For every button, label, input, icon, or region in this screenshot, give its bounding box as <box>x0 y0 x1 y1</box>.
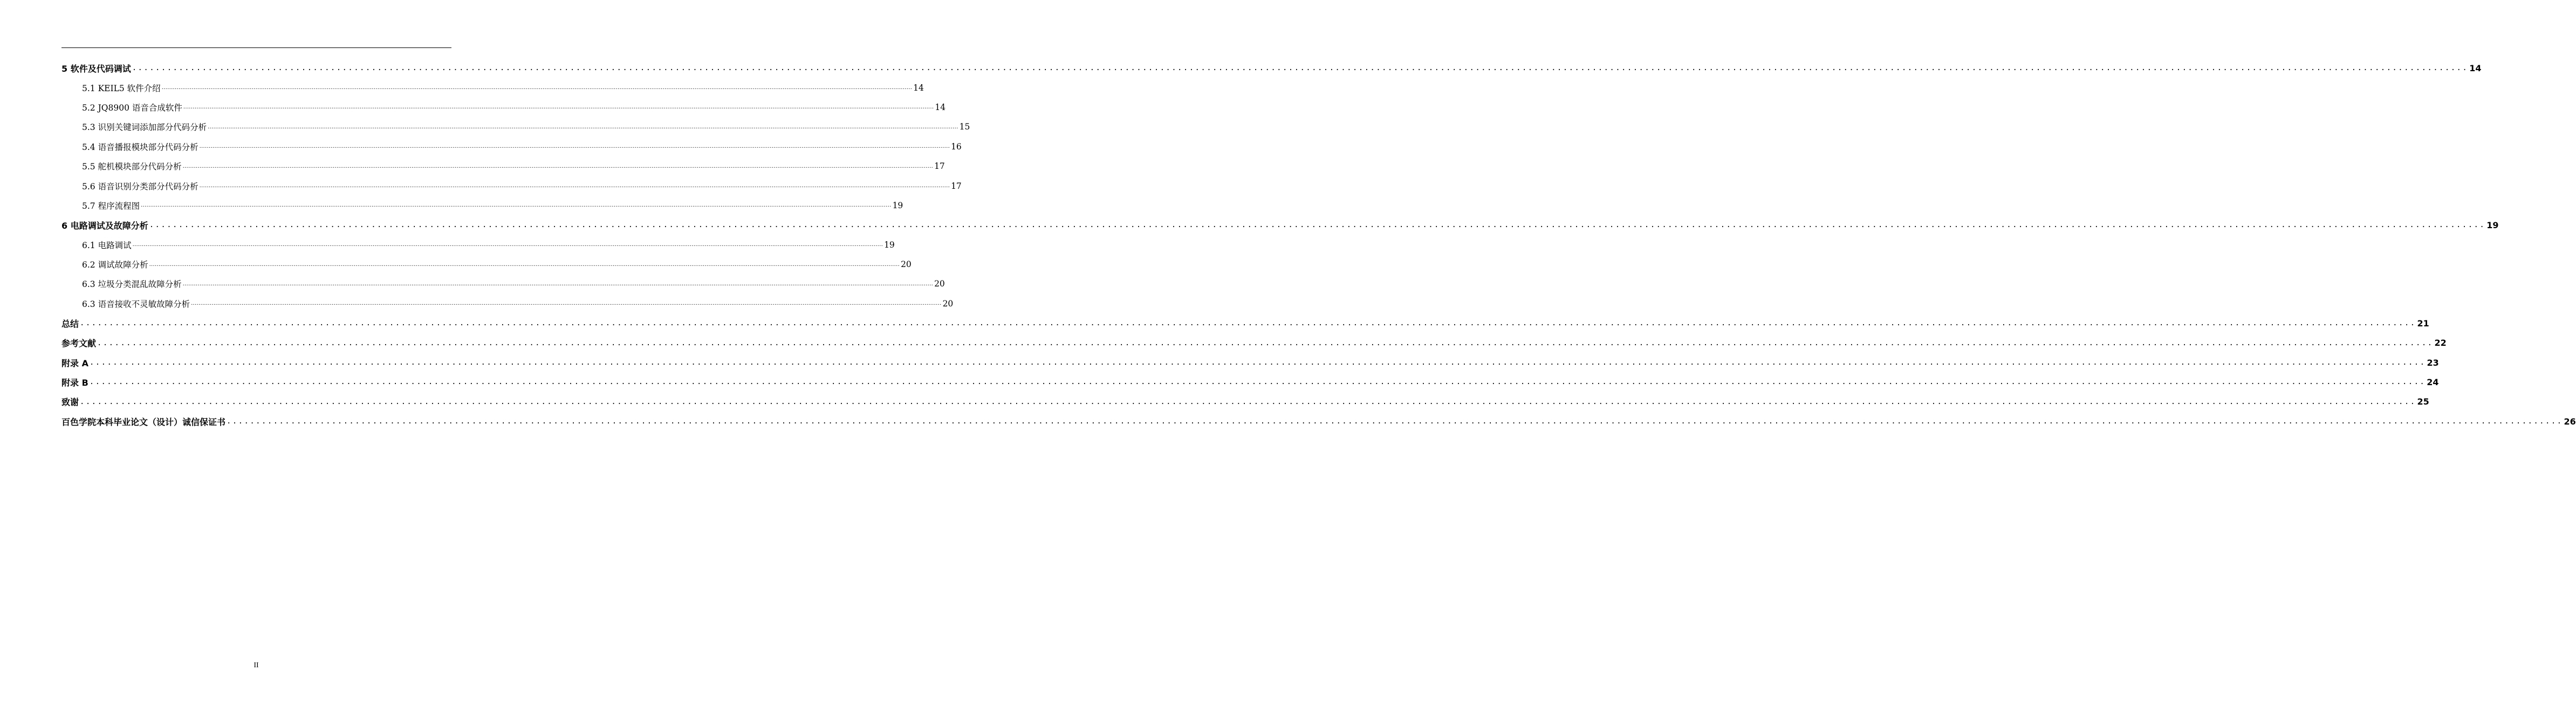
toc-entry-title: 6.1 电路调试 <box>82 240 132 250</box>
toc-entry-title: 5.3 识别关键词添加部分代码分析 <box>82 122 207 133</box>
toc-entry[interactable] <box>61 333 2447 352</box>
toc-entry-title: 5 软件及代码调试 <box>61 63 131 74</box>
toc-entry-page: 24 <box>2427 377 2439 387</box>
toc-leader-dots: ................................................................................................................................................................................................................................................................................................................................................................................................................ <box>208 124 958 130</box>
toc-entry[interactable] <box>61 353 2439 372</box>
toc-entry-page: 20 <box>901 259 912 270</box>
toc-leader-dots: ................................................................................................................................................................................................................................................................................................................................................................................................................ <box>182 281 934 287</box>
toc-leader-dots: ................................................................................................................................................................................................................................................................................................................................................................................................................ <box>149 261 900 268</box>
toc-entry-title: 5.4 语音播报模块部分代码分析 <box>82 142 198 152</box>
toc-entry-page: 17 <box>934 161 945 172</box>
toc-leader-dots: ................................................................................................................................................................................................................................................................................................................................................................................................................ <box>161 85 913 91</box>
toc-entry-page: 16 <box>951 141 962 152</box>
toc-entry-page: 14 <box>935 102 946 112</box>
toc-entry-title: 参考文献 <box>61 338 97 349</box>
toc-leader-dots: ................................................................................................................................................................................................................................................................................................................................................................................................................ <box>199 183 950 189</box>
toc-entry[interactable] <box>61 255 912 274</box>
toc-entry-page: 15 <box>959 122 970 132</box>
toc-entry-page: 20 <box>934 279 945 289</box>
toc-entry[interactable] <box>61 78 924 97</box>
toc-leader-dots: ................................................................................................................................................................................................................................................................................................................................................................................................................ <box>132 242 883 248</box>
toc-leader-dots: ................................................................................................................................................................................................................................................................................................................................................................................................................ <box>89 358 2426 367</box>
toc-entry[interactable] <box>61 392 2429 412</box>
header-rule <box>61 47 451 48</box>
toc-entry[interactable] <box>61 412 2576 431</box>
toc-leader-dots: ................................................................................................................................................................................................................................................................................................................................................................................................................ <box>199 143 950 150</box>
toc-entry-page: 23 <box>2427 357 2439 368</box>
toc-entry-title: 6.3 垃圾分类混乱故障分析 <box>82 279 182 290</box>
toc-leader-dots: ................................................................................................................................................................................................................................................................................................................................................................................................................ <box>132 64 2469 73</box>
toc-leader-dots: ................................................................................................................................................................................................................................................................................................................................................................................................................ <box>80 319 2416 328</box>
toc-entry-page: 22 <box>2434 338 2447 348</box>
toc-entry-title: 5.5 舵机模块部分代码分析 <box>82 162 182 172</box>
toc-leader-dots: ................................................................................................................................................................................................................................................................................................................................................................................................................ <box>80 397 2416 406</box>
toc-leader-dots: ................................................................................................................................................................................................................................................................................................................................................................................................................ <box>89 378 2426 387</box>
toc-entry-page: 26 <box>2564 416 2576 427</box>
toc-leader-dots: ................................................................................................................................................................................................................................................................................................................................................................................................................ <box>227 417 2563 426</box>
toc-entry-title: 5.7 程序流程图 <box>82 201 140 211</box>
toc-entry-page: 19 <box>2486 220 2499 230</box>
toc-entry[interactable] <box>61 137 962 156</box>
toc-entry-title: 5.6 语音识别分类部分代码分析 <box>82 181 198 191</box>
toc-leader-dots: ................................................................................................................................................................................................................................................................................................................................................................................................................ <box>183 104 934 111</box>
page-number: II <box>254 661 259 669</box>
toc-entry-title: 5.1 KEIL5 软件介绍 <box>82 83 161 93</box>
toc-entry[interactable] <box>61 176 962 195</box>
toc-entry[interactable] <box>61 117 970 136</box>
toc-leader-dots: ................................................................................................................................................................................................................................................................................................................................................................................................................ <box>141 202 892 209</box>
toc-entry-page: 20 <box>942 298 954 309</box>
toc-entry-page: 17 <box>951 181 962 191</box>
toc-entry-page: 14 <box>913 83 924 93</box>
toc-entry-title: 附录 B <box>61 377 88 388</box>
toc-entry-title: 致谢 <box>61 397 79 408</box>
toc-leader-dots: ................................................................................................................................................................................................................................................................................................................................................................................................................ <box>97 338 2434 347</box>
toc-entry-title: 总结 <box>61 318 79 329</box>
toc-entry-page: 25 <box>2417 396 2429 407</box>
toc-entry-title: 6.3 语音接收不灵敏故障分析 <box>82 299 190 309</box>
toc-entry-page: 19 <box>892 200 903 210</box>
toc-entry[interactable] <box>61 235 895 255</box>
toc-entry[interactable] <box>61 196 903 215</box>
toc-entry-title: 附录 A <box>61 358 88 368</box>
toc-entry[interactable] <box>61 156 945 176</box>
toc-leader-dots: ................................................................................................................................................................................................................................................................................................................................................................................................................ <box>149 221 2486 230</box>
toc-leader-dots: ................................................................................................................................................................................................................................................................................................................................................................................................................ <box>191 300 942 307</box>
toc-entry[interactable] <box>61 215 2499 235</box>
toc-entry-title: 6 电路调试及故障分析 <box>61 220 148 231</box>
toc-entry-title: 百色学院本科毕业论文（设计）诚信保证书 <box>61 416 226 427</box>
toc-entry[interactable] <box>61 294 954 313</box>
toc-entry-page: 19 <box>884 240 895 250</box>
toc-entry-title: 6.2 调试故障分析 <box>82 260 148 270</box>
toc-entry[interactable] <box>61 274 945 293</box>
toc-entry-title: 5.2 JQ8900 语音合成软件 <box>82 102 182 113</box>
toc-entry[interactable] <box>61 372 2439 392</box>
toc-entry-page: 14 <box>2469 63 2482 73</box>
toc-entry[interactable] <box>61 58 2482 78</box>
toc-entry[interactable] <box>61 98 946 117</box>
table-of-contents <box>61 58 2576 431</box>
toc-entry-page: 21 <box>2417 318 2429 329</box>
toc-leader-dots: ................................................................................................................................................................................................................................................................................................................................................................................................................ <box>182 163 934 169</box>
toc-entry[interactable] <box>61 313 2429 333</box>
